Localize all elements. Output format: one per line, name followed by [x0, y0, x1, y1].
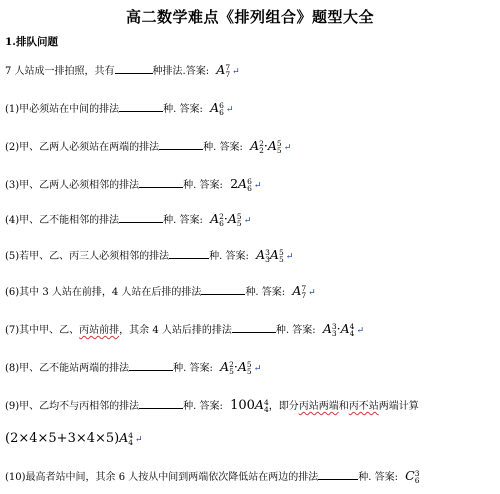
question-text: (10)最高者站中间，其余 6 人按从中间到两端依次降低站在两边的排法 — [5, 472, 319, 483]
question-suffix: 种排法.答案: — [152, 66, 210, 77]
question-text: (3)甲、乙两人必须相邻的排法 — [5, 180, 140, 191]
question-row — [5, 468, 500, 486]
question-suffix: 种. 答案: — [173, 363, 213, 374]
answer-formula: A 2 6 ·A 5 5 — [210, 211, 242, 228]
question-text: (4)甲、乙不能相邻的排法 — [5, 215, 120, 226]
section-heading: 1.排队问题 — [5, 36, 58, 48]
answer-blank — [129, 359, 173, 371]
question-text: 7 人站成一排拍照，共有 — [5, 66, 115, 77]
question-text: (7)其中甲、乙、 — [5, 325, 80, 336]
answer-formula: A 3 3 A 5 5 — [256, 247, 284, 264]
question-text: (9)甲、乙均不与丙相邻的排法 — [5, 401, 140, 412]
answer-formula: C 3 6 — [405, 468, 420, 485]
paragraph-mark: ↵ — [308, 288, 316, 298]
answer-formula: (2×4×5+3×4×5)A 4 4 — [5, 430, 134, 447]
answer-blank — [201, 283, 245, 295]
question-text: (8)甲、乙不能站两端的排法 — [5, 363, 130, 374]
question-row — [5, 321, 500, 339]
answer-formula: 100A 4 4 — [230, 397, 269, 414]
paragraph-mark: ↵ — [283, 143, 292, 153]
answer-formula: A 7 7 — [292, 283, 307, 300]
paragraph-mark: ↵ — [232, 67, 240, 77]
question-row — [5, 283, 500, 301]
answer-formula: A 3 3 ·A 4 4 — [322, 321, 355, 338]
answer-formula: A 6 6 — [210, 100, 224, 117]
wavy-underlined-text: 丙站前排 — [79, 325, 120, 336]
answer-formula: 2A 6 6 — [230, 176, 252, 193]
answer-blank — [159, 138, 203, 150]
question-suffix: 种. 答案: — [183, 180, 223, 191]
answer-blank — [115, 62, 153, 74]
question-text: (5)若甲、乙、丙三人必须相邻的排法 — [5, 251, 170, 262]
answer-formula: A 2 2 ·A 5 5 — [250, 138, 282, 155]
question-suffix: 种. 答案: — [209, 251, 249, 262]
question-row — [5, 176, 500, 194]
question-row — [5, 62, 500, 80]
answer-blank — [139, 176, 183, 188]
question-text: (2)甲、乙两人必须站在两端的排法 — [5, 142, 160, 153]
question-text: (6)其中 3 人站在前排，4 人站在后排的排法 — [5, 287, 202, 298]
question-row — [5, 138, 500, 156]
wavy-underlined-text: 丙不站 — [348, 401, 379, 412]
question-row — [5, 100, 500, 118]
question-text: ，其余 4 人站后排的排法 — [119, 325, 232, 336]
question-row — [5, 247, 500, 265]
answer-blank — [232, 321, 276, 333]
answer-blank — [318, 468, 358, 480]
paragraph-mark: ↵ — [285, 252, 294, 262]
question-text: ，即分 — [268, 401, 299, 412]
question-row — [5, 211, 500, 229]
question-suffix: 种. 答案: — [245, 287, 286, 298]
paragraph-mark: ↵ — [243, 216, 252, 226]
question-text: 和 — [338, 401, 349, 412]
question-suffix: 种. 答案: — [163, 215, 203, 226]
question-row — [5, 397, 500, 415]
question-suffix: 种. 答案: — [275, 325, 316, 336]
wavy-underlined-text: 丙站两端 — [298, 401, 339, 412]
answer-blank — [139, 397, 183, 409]
paragraph-mark: ↵ — [356, 326, 364, 336]
paragraph-mark: ↵ — [135, 435, 143, 445]
answer-formula: A 2 5 ·A 5 5 — [220, 359, 252, 376]
question-text: 两端计算 — [378, 401, 419, 412]
paragraph-mark: ↵ — [253, 364, 262, 374]
answer-blank — [119, 211, 163, 223]
question-suffix: 种. 答案: — [163, 104, 203, 115]
paragraph-mark: ↵ — [253, 181, 262, 191]
formula-continuation — [5, 430, 500, 448]
question-suffix: 种. 答案: — [203, 142, 243, 153]
answer-blank — [119, 100, 163, 112]
answer-formula: A 7 7 — [216, 62, 231, 79]
question-text: (1)甲必须站在中间的排法 — [5, 104, 120, 115]
answer-blank — [169, 247, 209, 259]
document-title: 高二数学难点《排列组合》题型大全 — [125, 8, 374, 26]
question-suffix: 种. 答案: — [358, 472, 398, 483]
question-row — [5, 359, 500, 377]
paragraph-mark: ↵ — [225, 105, 234, 115]
question-suffix: 种. 答案: — [183, 401, 223, 412]
